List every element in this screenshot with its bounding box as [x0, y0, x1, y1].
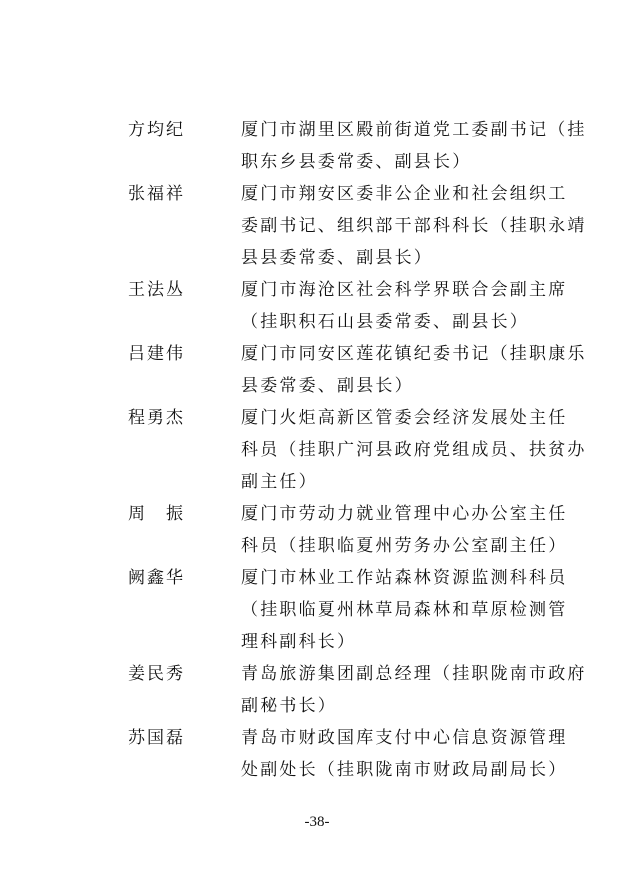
position-text: 厦门市林业工作站森林资源监测科科员: [241, 568, 568, 588]
position-text: 青岛市财政国库支付中心信息资源管理: [241, 728, 568, 748]
position-text: 厦门市翔安区委非公企业和社会组织工: [241, 184, 568, 204]
position-text: 县委常委、副县长）: [241, 376, 414, 396]
position-text: 科员（挂职广河县政府党组成员、扶贫办: [241, 440, 587, 460]
position-text: 厦门市湖里区殿前街道党工委副书记（挂: [241, 120, 587, 140]
position-text: 青岛旅游集团副总经理（挂职陇南市政府: [241, 664, 587, 684]
position-text: （挂职积石山县委常委、副县长）: [241, 312, 529, 332]
position-text: 厦门市海沧区社会科学界联合会副主席: [241, 280, 568, 300]
person-name: 张福祥: [128, 184, 185, 204]
page-number: -38-: [304, 814, 330, 830]
person-name: 吕建伟: [128, 344, 185, 364]
position-text: 理科副科长）: [241, 632, 357, 652]
position-text: 职东乡县委常委、副县长）: [241, 152, 472, 172]
position-text: 委副书记、组织部干部科科长（挂职永靖: [241, 216, 587, 236]
person-name: 苏国磊: [128, 728, 185, 748]
person-name: 程勇杰: [128, 408, 185, 428]
person-name: 方均纪: [128, 120, 185, 140]
position-text: 副秘书长）: [241, 696, 337, 716]
person-name: 阙鑫华: [128, 568, 185, 588]
position-text: 厦门市劳动力就业管理中心办公室主任: [241, 504, 568, 524]
position-text: 科员（挂职临夏州劳务办公室副主任）: [241, 536, 568, 556]
person-name: 姜民秀: [128, 664, 185, 684]
position-text: 县县委常委、副县长）: [241, 248, 433, 268]
position-text: 厦门市同安区莲花镇纪委书记（挂职康乐: [241, 344, 587, 364]
position-text: （挂职临夏州林草局森林和草原检测管: [241, 600, 568, 620]
position-text: 处副处长（挂职陇南市财政局副局长）: [241, 760, 568, 780]
position-text: 副主任）: [241, 472, 318, 492]
person-name: 周 振: [128, 504, 185, 524]
person-name: 王法丛: [128, 280, 185, 300]
position-text: 厦门火炬高新区管委会经济发展处主任: [241, 408, 568, 428]
